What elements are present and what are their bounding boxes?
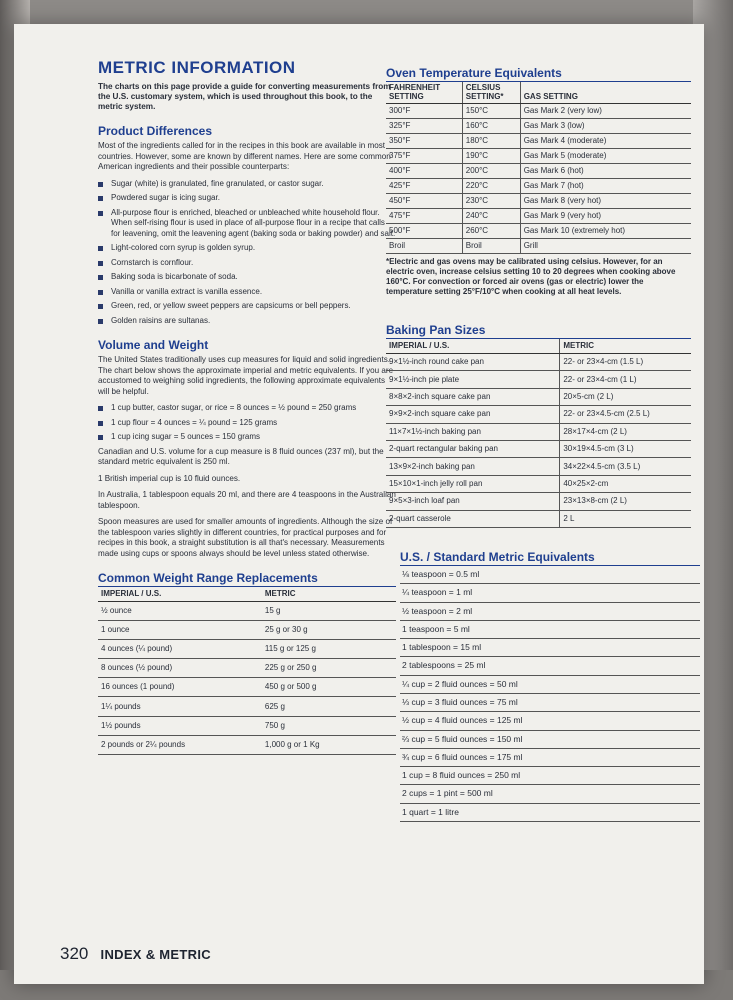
cell: 300°F	[386, 104, 462, 119]
oven-table	[386, 82, 691, 254]
cell: 28×17×4-cm (2 L)	[560, 423, 691, 440]
cell: 9×1½-inch pie plate	[386, 371, 560, 388]
cell: 25 g or 30 g	[262, 621, 396, 640]
cell: 9×9×2-inch square cake pan	[386, 406, 560, 423]
table-row	[386, 371, 691, 388]
table-header-row	[386, 82, 691, 104]
list-item: Vanilla or vanilla extract is vanilla essence.	[98, 287, 396, 298]
cell: 115 g or 125 g	[262, 640, 396, 659]
cell: 22- or 23×4.5-cm (2.5 L)	[560, 406, 691, 423]
list-item: 1 cup = 8 fluid ounces = 250 ml	[400, 767, 700, 785]
page-title: METRIC INFORMATION	[98, 58, 296, 77]
cell: 2 L	[560, 510, 691, 527]
cell: 220°C	[462, 179, 520, 194]
cell: 400°F	[386, 164, 462, 179]
cell: 625 g	[262, 697, 396, 716]
list-item: 2 tablespoons = 25 ml	[400, 657, 700, 675]
column-header: FAHRENHEIT SETTING	[386, 82, 462, 104]
product-differences-text: Most of the ingredients called for in the recipes in this book are available in most countries. However, some are known by different names. Here are some common American ingredients and their possible counterparts:	[98, 141, 391, 171]
cell: 4 ounces (¼ pound)	[98, 640, 262, 659]
cell: 1 ounce	[98, 621, 262, 640]
volume-weight-text: The United States traditionally uses cup measures for liquid and solid ingredients. The chart below shows the approximate imperial and metric equivalents. If you are accustomed to weighing solid ingredients, the following approximate equivalents will be helpful.	[98, 355, 394, 396]
cell: 22- or 23×4-cm (1.5 L)	[560, 354, 691, 371]
list-item: 1 tablespoon = 15 ml	[400, 639, 700, 657]
spoon-note: Spoon measures are used for smaller amounts of ingredients. Although the size of the tablespoon varies slightly in different countries, for practical purposes and for recipes in this book, a straight substitution is all that's necessary. Measurements made using cups or spoons always should be level unless stated otherwise.	[98, 517, 393, 558]
list-item: ¼ cup = 2 fluid ounces = 50 ml	[400, 676, 700, 694]
table-row	[386, 209, 691, 224]
cell: 1¼ pounds	[98, 697, 262, 716]
table-row	[98, 602, 396, 621]
list-item: 1 cup flour = 4 ounces = ¼ pound = 125 grams	[98, 418, 396, 429]
table-row	[98, 735, 396, 754]
cell: 40×25×2-cm	[560, 475, 691, 492]
cell: Gas Mark 4 (moderate)	[520, 134, 691, 149]
cell: 9×5×3-inch loaf pan	[386, 493, 560, 510]
cell: Gas Mark 2 (very low)	[520, 104, 691, 119]
table-row	[386, 239, 691, 254]
cell: 1½ pounds	[98, 716, 262, 735]
table-row	[386, 388, 691, 405]
weight-range-heading: Common Weight Range Replacements	[98, 571, 396, 587]
table-row	[386, 134, 691, 149]
table-row	[98, 659, 396, 678]
table-row	[98, 640, 396, 659]
cell: Broil	[386, 239, 462, 254]
list-item: ⅛ teaspoon = 0.5 ml	[400, 566, 700, 584]
cell: 230°C	[462, 194, 520, 209]
list-item: ½ cup = 4 fluid ounces = 125 ml	[400, 712, 700, 730]
list-item: Sugar (white) is granulated, fine granulated, or castor sugar.	[98, 179, 396, 190]
cell: 8×8×2-inch square cake pan	[386, 388, 560, 405]
cell: 350°F	[386, 134, 462, 149]
cell: Gas Mark 6 (hot)	[520, 164, 691, 179]
book-page	[14, 24, 704, 984]
page-number: 320	[60, 944, 89, 963]
table-row	[386, 440, 691, 457]
table-row	[386, 458, 691, 475]
oven-section	[386, 66, 691, 297]
cell: 9×1½-inch round cake pan	[386, 354, 560, 371]
cell: 225 g or 250 g	[262, 659, 396, 678]
cell: 475°F	[386, 209, 462, 224]
intro-text: The charts on this page provide a guide for converting measurements from the U.S. customary system, which is used throughout this book, to the metric system.	[98, 82, 391, 111]
oven-footnote: *Electric and gas ovens may be calibrated using celsius. However, for an electric oven, increase celsius setting 10 to 20 degrees when cooking above 160°C. For convection or forced air ovens (gas or electric) lower the temperature setting 25°F/10°C when cooking at all heat levels.	[386, 257, 676, 296]
pan-heading: Baking Pan Sizes	[386, 323, 691, 339]
cell: 2 pounds or 2¼ pounds	[98, 735, 262, 754]
cell: 750 g	[262, 716, 396, 735]
pan-table	[386, 339, 691, 528]
product-differences-heading: Product Differences	[98, 124, 213, 138]
cell: 150°C	[462, 104, 520, 119]
list-item: Green, red, or yellow sweet peppers are capsicums or bell peppers.	[98, 301, 396, 312]
cell: 8 ounces (½ pound)	[98, 659, 262, 678]
list-item: Baking soda is bicarbonate of soda.	[98, 272, 396, 283]
table-row	[98, 697, 396, 716]
list-item: All-purpose flour is enriched, bleached or unbleached white household flour. When self-rising flour is used in place of all-purpose flour in a recipe that calls for leavening, omit the leavening agent (baking soda or baking powder) and salt.	[98, 208, 396, 240]
imperial-cup-note: 1 British imperial cup is 10 fluid ounces.	[98, 473, 241, 483]
cell: 160°C	[462, 119, 520, 134]
list-item: Golden raisins are sultanas.	[98, 316, 396, 327]
cell: 34×22×4.5-cm (3.5 L)	[560, 458, 691, 475]
right-column	[386, 66, 691, 822]
list-item: 2 cups = 1 pint = 500 ml	[400, 785, 700, 803]
column-header: GAS SETTING	[520, 82, 691, 104]
table-row	[386, 406, 691, 423]
column-header: IMPERIAL / U.S.	[98, 587, 262, 602]
table-row	[386, 224, 691, 239]
cell: 450 g or 500 g	[262, 678, 396, 697]
cell: 2-quart casserole	[386, 510, 560, 527]
left-column	[98, 58, 396, 755]
table-row	[386, 179, 691, 194]
list-item: ¾ cup = 6 fluid ounces = 175 ml	[400, 749, 700, 767]
cell: 260°C	[462, 224, 520, 239]
cell: 15×10×1-inch jelly roll pan	[386, 475, 560, 492]
cell: Gas Mark 9 (very hot)	[520, 209, 691, 224]
table-row	[386, 423, 691, 440]
cell: 425°F	[386, 179, 462, 194]
list-item: 1 teaspoon = 5 ml	[400, 621, 700, 639]
cell: Gas Mark 10 (extremely hot)	[520, 224, 691, 239]
cell: 325°F	[386, 119, 462, 134]
cell: 2-quart rectangular baking pan	[386, 440, 560, 457]
oven-heading: Oven Temperature Equivalents	[386, 66, 691, 82]
equivalents-section	[400, 550, 700, 822]
cell: 200°C	[462, 164, 520, 179]
list-item: Cornstarch is cornflour.	[98, 258, 396, 269]
cell: Grill	[520, 239, 691, 254]
table-row	[98, 621, 396, 640]
list-item: ⅓ cup = 3 fluid ounces = 75 ml	[400, 694, 700, 712]
cell: 1,000 g or 1 Kg	[262, 735, 396, 754]
list-item: ⅔ cup = 5 fluid ounces = 150 ml	[400, 731, 700, 749]
weight-range-section	[98, 571, 396, 755]
cell: 375°F	[386, 149, 462, 164]
section-label: INDEX & METRIC	[100, 947, 211, 962]
table-row	[386, 194, 691, 209]
list-item: 1 cup icing sugar = 5 ounces = 150 grams	[98, 432, 396, 443]
cell: Gas Mark 3 (low)	[520, 119, 691, 134]
list-item: Light-colored corn syrup is golden syrup.	[98, 243, 396, 254]
table-row	[98, 678, 396, 697]
cell: 23×13×8-cm (2 L)	[560, 493, 691, 510]
product-differences-list	[98, 179, 396, 327]
list-item: ½ teaspoon = 2 ml	[400, 603, 700, 621]
list-item: 1 cup butter, castor sugar, or rice = 8 ounces = ½ pound = 250 grams	[98, 403, 396, 414]
table-header-row	[386, 339, 691, 354]
column-header: METRIC	[560, 339, 691, 354]
australia-note: In Australia, 1 tablespoon equals 20 ml, and there are 4 teaspoons in the Australian tablespoon.	[98, 490, 396, 510]
cup-measure-note: Canadian and U.S. volume for a cup measure is 8 fluid ounces (237 ml), but the standard metric equivalent is 250 ml.	[98, 446, 384, 466]
cell: 15 g	[262, 602, 396, 621]
table-header-row	[98, 587, 396, 602]
cell: ½ ounce	[98, 602, 262, 621]
cell: 11×7×1½-inch baking pan	[386, 423, 560, 440]
cell: Gas Mark 5 (moderate)	[520, 149, 691, 164]
equivalents-heading: U.S. / Standard Metric Equivalents	[400, 550, 700, 566]
table-row	[386, 354, 691, 371]
table-row	[386, 104, 691, 119]
column-header: CELSIUS SETTING*	[462, 82, 520, 104]
list-item: ¼ teaspoon = 1 ml	[400, 584, 700, 602]
table-row	[386, 510, 691, 527]
volume-weight-list	[98, 403, 396, 443]
table-row	[386, 164, 691, 179]
cell: 500°F	[386, 224, 462, 239]
cell: 13×9×2-inch baking pan	[386, 458, 560, 475]
cell: 450°F	[386, 194, 462, 209]
volume-weight-heading: Volume and Weight	[98, 338, 209, 352]
cell: 20×5-cm (2 L)	[560, 388, 691, 405]
page-footer	[60, 944, 211, 964]
cell: Gas Mark 7 (hot)	[520, 179, 691, 194]
weight-range-table	[98, 587, 396, 755]
list-item: 1 quart = 1 litre	[400, 804, 700, 822]
pan-section	[386, 323, 691, 528]
cell: 180°C	[462, 134, 520, 149]
cell: 190°C	[462, 149, 520, 164]
list-item: Powdered sugar is icing sugar.	[98, 193, 396, 204]
cell: 30×19×4.5-cm (3 L)	[560, 440, 691, 457]
table-row	[98, 716, 396, 735]
cell: 240°C	[462, 209, 520, 224]
table-row	[386, 119, 691, 134]
table-row	[386, 149, 691, 164]
table-row	[386, 475, 691, 492]
cell: 16 ounces (1 pound)	[98, 678, 262, 697]
table-row	[386, 493, 691, 510]
cell: Broil	[462, 239, 520, 254]
cell: 22- or 23×4-cm (1 L)	[560, 371, 691, 388]
column-header: IMPERIAL / U.S.	[386, 339, 560, 354]
cell: Gas Mark 8 (very hot)	[520, 194, 691, 209]
column-header: METRIC	[262, 587, 396, 602]
